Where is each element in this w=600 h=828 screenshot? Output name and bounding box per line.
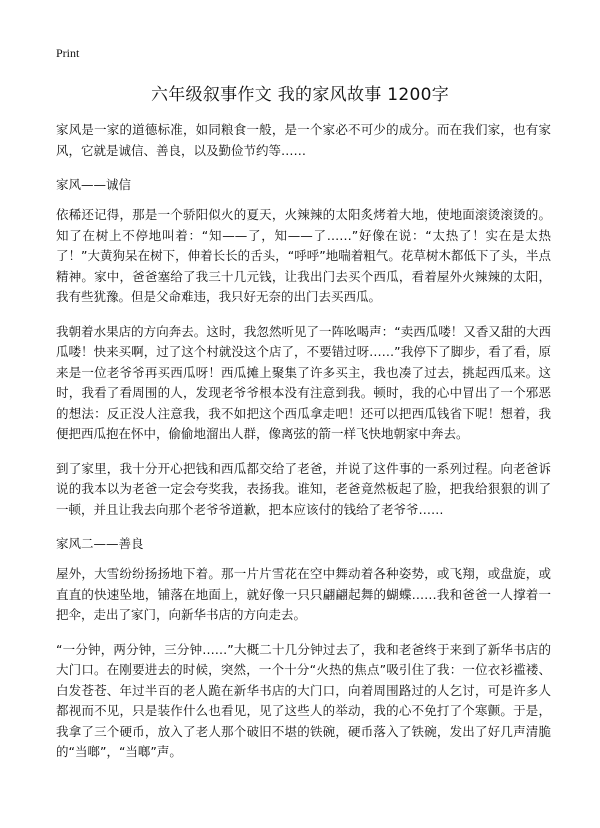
paragraph: 屋外，大雪纷纷扬扬地下着。那一片片雪花在空中舞动着各种姿势，或飞翔，或盘旋，或直直的快速坠地，铺落在地面上，就好像一只只翩翩起舞的蝴蝶……我和爸爸一人撑着一把伞，走出了家门，向新华书店的方向走去。	[56, 566, 551, 622]
paragraph: 依稀还记得，那是一个骄阳似火的夏天，火辣辣的太阳炙烤着大地，使地面滚烫滚烫的。知了在树上不停地叫着：“知——了，知——了……”好像在说：“太热了！实在是太热了！”大黄狗呆在树下，伸着长长的舌头，“呼呼”地喘着粗气。花草树木都低下了头，半点精神。家中，爸爸塞给了我三十几元钱，让我出门去买个西瓜，看着屋外火辣辣的太阳，我有些犹豫。但是父命难违，我只好无奈的出门去买西瓜。	[56, 207, 551, 304]
paragraph: 我朝着水果店的方向奔去。这时，我忽然听见了一阵吆喝声：“卖西瓜喽！又香又甜的大西瓜喽！快来买啊，过了这个村就没这个店了，不要错过呀……”我停下了脚步，看了看，原来是一位老爷爷再买西瓜呀！西瓜摊上聚集了许多买主，我也凑了过去，挑起西瓜来。这时，我看了看周围的人，发现老爷爷根本没有注意到我。顿时，我的心中冒出了一个邪恶的想法：反正没人注意我，我不如把这个西瓜拿走吧！还可以把西瓜钱省下呢！想着，我便把西瓜抱在怀中，偷偷地溜出人群，像离弦的箭一样飞快地朝家中奔去。	[56, 323, 551, 441]
intro-paragraph: 家风是一家的道德标准，如同粮食一般，是一个家必不可少的成分。而在我们家，也有家风，它就是诚信、善良，以及勤俭节约等……	[56, 122, 551, 158]
paragraph: “一分钟，两分钟，三分钟……”大概二十几分钟过去了，我和老爸终于来到了新华书店的大门口。在刚要进去的时候，突然，一个十分“火热的焦点”吸引住了我：一位衣衫褴褛、白发苍苍、年过半百的老人跪在新华书店的大门口，向着周围路过的人乞讨，可是许多人都视而不见，只是装作什么也看见，见了这些人的举动，我的心不免打了个寒颤。于是，我拿了三个硬币，放入了老人那个破旧不堪的铁碗，硬币落入了铁碗，发出了好几声清脆的“当啷”，“当啷”声。	[56, 641, 551, 759]
section-heading-honesty: 家风——诚信	[56, 177, 132, 192]
paragraph: 到了家里，我十分开心把钱和西瓜都交给了老爸，并说了这件事的一系列过程。向老爸诉说的我本以为老爸一定会夸奖我，表扬我。谁知，老爸竟然板起了脸，把我给狠狠的训了一顿，并且让我去向那个老爷爷道歉，把本应该付的钱给了老爷爷……	[56, 460, 551, 517]
page-title: 六年级叙事作文 我的家风故事 1200字	[150, 85, 450, 105]
print-link[interactable]: Print	[56, 46, 80, 60]
section-heading-kindness: 家风二——善良	[56, 536, 144, 551]
article-body	[56, 120, 551, 777]
